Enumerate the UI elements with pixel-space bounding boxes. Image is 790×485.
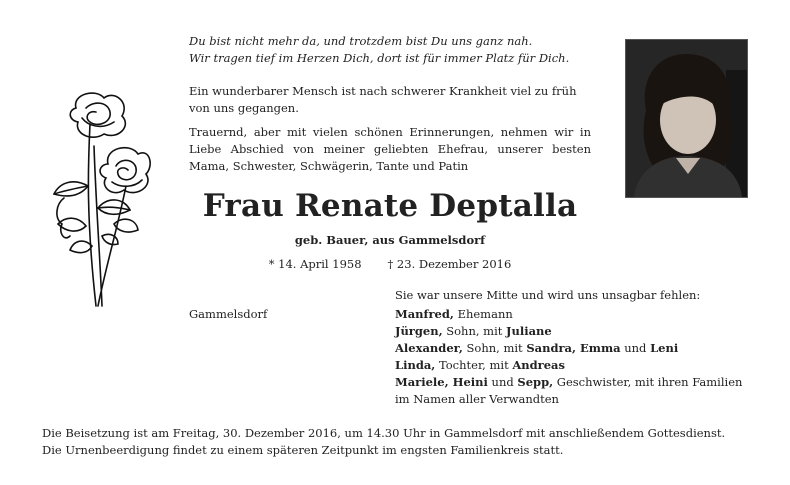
mourning-paragraph: Trauernd, aber mit vielen schönen Erinnerungen, nehmen wir in Liebe Abschied von meiner geliebten Ehefrau, unserer besten Mama, Schwester, Schwägerin, Tante und Patin xyxy=(189,125,591,173)
intro-text: Ein wunderbarer Mensch ist nach schwerer Krankheit viel zu früh von uns gegangen. xyxy=(189,84,577,115)
family-intro: Sie war unsere Mitte und wird uns unsagbar fehlen: xyxy=(395,288,701,302)
family-line-1: Manfred, Ehemann xyxy=(395,307,513,321)
family-line-5: Mariele, Heini und Sepp, Geschwister, mit ihren Familien xyxy=(395,375,743,389)
portrait-photo xyxy=(625,39,748,198)
death-date: † 23. Dezember 2016 xyxy=(387,257,512,271)
funeral-info-line-1: Die Beisetzung ist am Freitag, 30. Dezember 2016, um 14.30 Uhr in Gammelsdorf mit anschließendem Gottesdienst. xyxy=(42,426,726,440)
quote-line-1: Du bist nicht mehr da, und trotzdem bist Du uns ganz nah. xyxy=(189,34,533,48)
funeral-info-line-2: Die Urnenbeerdigung findet zu einem späteren Zeitpunkt im engsten Familienkreis statt. xyxy=(42,443,564,457)
life-dates xyxy=(160,256,620,273)
birth-name: geb. Bauer, aus Gammelsdorf xyxy=(294,233,486,247)
family-line-6: im Namen aller Verwandten xyxy=(395,392,559,406)
family-list xyxy=(395,306,775,408)
roses-illustration xyxy=(38,86,158,308)
birth-date: * 14. April 1958 xyxy=(268,257,362,271)
deceased-name: Frau Renate Deptalla xyxy=(202,188,578,224)
family-line-3: Alexander, Sohn, mit Sandra, Emma und Leni xyxy=(395,341,679,355)
quote-line-2: Wir tragen tief im Herzen Dich, dort ist für immer Platz für Dich. xyxy=(189,51,570,65)
memorial-quote xyxy=(189,33,609,67)
funeral-info xyxy=(42,425,762,459)
family-line-4: Linda, Tochter, mit Andreas xyxy=(395,358,565,372)
place-name: Gammelsdorf xyxy=(189,307,268,321)
family-line-2: Jürgen, Sohn, mit Juliane xyxy=(395,324,552,338)
